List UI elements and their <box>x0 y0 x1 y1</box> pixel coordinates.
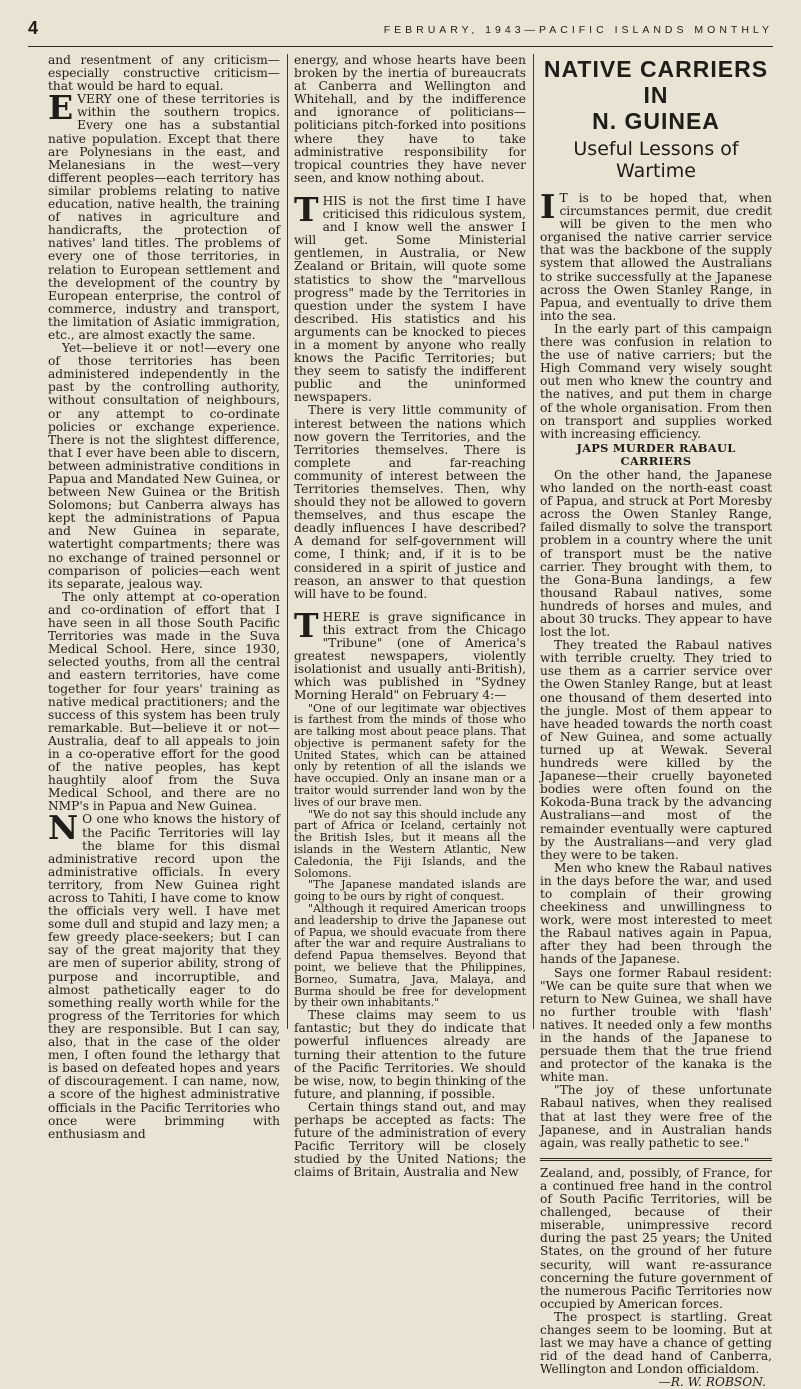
author-signature: —R. W. ROBSON. <box>658 1375 766 1389</box>
paragraph: These claims may seem to us fantastic; but they do indicate that powerful influences already are turning their attention to the future of the Pacific Territories. We should be wise, now, to begin thinking of the future, and planning, if possible. <box>294 1008 526 1101</box>
article-title-line: N. GUINEA <box>592 108 720 134</box>
paragraph: "The joy of these unfortunate Rabaul natives, when they realised that at last they were free of the Japanese, and in Australian hands again, was really pathetic to see." <box>540 1083 772 1150</box>
article-subtitle <box>540 138 772 182</box>
column-rule <box>287 54 288 1029</box>
drop-cap: T <box>294 189 319 229</box>
paragraph <box>294 605 526 703</box>
paragraph <box>48 808 280 1141</box>
article-title-line: NATIVE CARRIERS IN <box>543 56 769 108</box>
quote-paragraph: "One of our legitimate war objectives is farthest from the minds of those who are talking most about peace plans. That objective is permanent safety for the United States, which can be attained only by retention of all the islands we have occupied. Only an insane man or a traitor would surrender land won by the lives of our brave men. <box>294 701 526 809</box>
quote-paragraph: "The Japanese mandated islands are going to be ours by right of conquest. <box>294 878 526 904</box>
section-subhead: JAPS MURDER RABAUL CARRIERS <box>576 440 736 468</box>
drop-cap: N <box>48 808 79 848</box>
paragraph-text: VERY one of these territories is within the southern tropics. Every one has a substantial native population. Except that there are Polynesians in the east, and Melanesians in the west—very different peoples—each territory has similar problems relating to native education, native health, the training of natives in agriculture and handicrafts, the protection of natives' land titles. The problems of every one of those territories, in relation to European settlement and the development of the country by European enterprise, the control of commerce, industry and transport, the limitation of Asiatic immigration, etc., are almost exactly the same. <box>48 92 280 342</box>
page-header <box>28 18 773 44</box>
quote-paragraph: "We do not say this should include any part of Africa or Iceland, certainly not the British Isles, but it means all the islands in the Western Atlantic, New Caledonia, the Fiji Islands, and the Solomons. <box>294 807 526 880</box>
column-1 <box>48 53 280 1141</box>
article-subtitle-line: Useful Lessons of <box>573 138 739 160</box>
column-rule <box>533 54 534 1029</box>
paragraph: In the early part of this campaign there was confusion in relation to the use of native carriers; but the High Command very wisely sought out men who knew the country and the natives, and put them in charge of the whole organisation. From then on transport and supplies worked with increasing efficiency. <box>540 321 772 441</box>
paragraph: There is very little community of interest between the nations which now govern the Territories, and the Territories themselves. There is complete and far-reaching community of interest between the Territories themselves. Then, why should they not be allowed to govern themselves, and thus escape the deadly influences I have described? A demand for self-government will come, I think; and, if it is to be considered in a spirit of justice and reason, an answer to that question will have to be found. <box>294 403 526 601</box>
paragraph: Zealand, and, possibly, of France, for a continued free hand in the control of South Pacific Territories, will be challenged, because of their miserable, unimpressive record during the past 25 years; the United States, on the ground of her future security, will want re-assurance concerning the future government of the numerous Pacific Territories now occupied by American forces. <box>540 1165 772 1311</box>
paragraph: They treated the Rabaul natives with terrible cruelty. They tried to use them as a carrier service over the Owen Stanley Range, but at least one thousand of them deserted into the jungle. Most of them appear to have headed towards the north coast of New Guinea, and some actually turned up at Wewak. Several hundreds were killed by the Japanese—their cruelly bayoneted bodies were often found on the Kokoda-Buna track by the advancing Australians—and most of the remainder eventually were captured by the Australians—and very glad they were to be taken. <box>540 638 772 862</box>
paragraph-text: T is to be hoped that, when circumstances permit, due credit will be given to the men who organised the native carrier service that was the backbone of the supply system that allowed the Australians to strike successfully at the Japanese across the Owen Stanley Range, in Papua, and eventually to drive them into the sea. <box>540 191 772 323</box>
paragraph: and resentment of any criticism—especially constructive criticism—that would be hard to equal. <box>48 53 280 94</box>
column-3 <box>540 54 772 1389</box>
drop-cap: I <box>540 187 556 226</box>
quote-paragraph: "Although it required American troops and leadership to drive the Japanese out of Papua, we should evacuate from there after the war and require Australians to defend Papua themselves. Beyond that point, we believe that the Philippines, Borneo, Sumatra, Java, Malaya, and Burma should be free for development by their own inhabitants." <box>294 902 526 1010</box>
article-title <box>540 56 772 134</box>
paragraph: The only attempt at co-operation and co-ordination of effort that I have seen in all those South Pacific Territories was made in the Suva Medical School. Here, since 1930, selected youths, from all the central and eastern territories, have come together for four years' training as native medical practitioners; and the success of this system has been truly remarkable. But—believe it or not—Australia, deaf to all appeals to join in a co-operative effort for the good of the native peoples, has kept haughtily aloof from the Suva Medical School, and there are no NMP's in Papua and New Guinea. <box>48 589 280 814</box>
paragraph: Yet—believe it or not!—every one of those territories has been administered independently in the past by the controlling authority, without consultation of neighbours, or any attempt to co-ordinate policies or exchange experience. There is not the slightest difference, that I ever have been able to discern, between administrative conditions in Papua and Mandated New Guinea, or between New Guinea or the British Solomons; but Canberra always has kept the administrations of Papua and New Guinea in separate, watertight compartments; there was no exchange of trained personnel or comparison of policies—each went its separate, jealous way. <box>48 341 280 591</box>
column-2 <box>294 53 526 1180</box>
article-divider <box>540 1158 772 1161</box>
article-subtitle-line: Wartime <box>616 160 696 182</box>
header-rule <box>28 46 773 47</box>
paragraph-text: HERE is grave significance in this extract from the Chicago "Tribune" (one of America's greatest newspapers, violently isolationist and usually anti-British), which was published in "Sydney Morning Herald" on February 4:— <box>294 609 526 703</box>
paragraph: On the other hand, the Japanese who landed on the north-east coast of Papua, and struck at Port Moresby across the Owen Stanley Range, failed dismally to solve the transport problem in a country where the unit of transport must be the native carrier. They brought with them, to the Gona-Buna landings, a few thousand Rabaul natives, some hundreds of horses and mules, and about 30 trucks. They appear to have lost the lot. <box>540 467 772 640</box>
paragraph: energy, and whose hearts have been broken by the inertia of bureaucrats at Canberra and Wellington and Whitehall, and by the indifference and ignorance of politicians—politicians pitch-forked into positions where they have to take administrative responsibility for tropical countries they have never seen, and know nothing about. <box>294 53 526 185</box>
paragraph: Says one former Rabaul resident: "We can be quite sure that when we return to New Guinea, we shall have no further trouble with 'flash' natives. It needed only a few months in the hands of the Japanese to persuade them that the true friend and protector of the kanaka is the white man. <box>540 965 772 1085</box>
paragraph <box>294 189 526 405</box>
drop-cap: E <box>48 88 74 128</box>
paragraph: Men who knew the Rabaul natives in the days before the war, and used to complain of their growing cheekiness and unwillingness to work, were most interested to meet the Rabaul natives again in Papua, after they had been through the hands of the Japanese. <box>540 860 772 967</box>
page-number: 4 <box>28 18 39 38</box>
paragraph: The prospect is startling. Great changes seem to be looming. But at last we may have a chance of getting rid of the dead hand of Canberra, Wellington and London officialdom. <box>540 1309 772 1377</box>
paragraph <box>540 187 772 323</box>
drop-cap: T <box>294 605 319 645</box>
paragraph-text: O one who knows the history of the Pacific Territories will lay the blame for this dismal administrative record upon the administrative officials. In every territory, from New Guinea right across to Tahiti, I have come to know the officials very well. I have met some dull and stupid and lazy men; a few greedy place-seekers; but I can say of the great majority that they are men of superior ability, strong of purpose and incorruptible, and almost pathetically eager to do something really worth while for the progress of the Territories for which they are responsible. But I can say, also, that in the case of the older men, I often found the lethargy that is based on defeated hopes and years of discouragement. I can name, now, a score of the highest administrative officials in the Pacific Territories who once were brimming with enthusiasm and <box>48 812 280 1141</box>
paragraph: Certain things stand out, and may perhaps be accepted as facts: The future of the administration of every Pacific Territory will be closely studied by the United Nations; the claims of Britain, Australia and New <box>294 1099 526 1180</box>
paragraph <box>48 88 280 342</box>
running-head: FEBRUARY, 1943—PACIFIC ISLANDS MONTHLY <box>383 24 773 36</box>
paragraph-text: HIS is not the first time I have criticised this ridiculous system, and I know well the answer I will get. Some Ministerial gentlemen, in Australia, or New Zealand or Britain, will quote some statistics to show the "marvellous progress" made by the Territories in question under the system I have described. His statistics and his arguments can be knocked to pieces in a moment by anyone who really knows the Pacific Territories; but they seem to satisfy the indifferent public and the uninformed newspapers. <box>294 193 526 405</box>
